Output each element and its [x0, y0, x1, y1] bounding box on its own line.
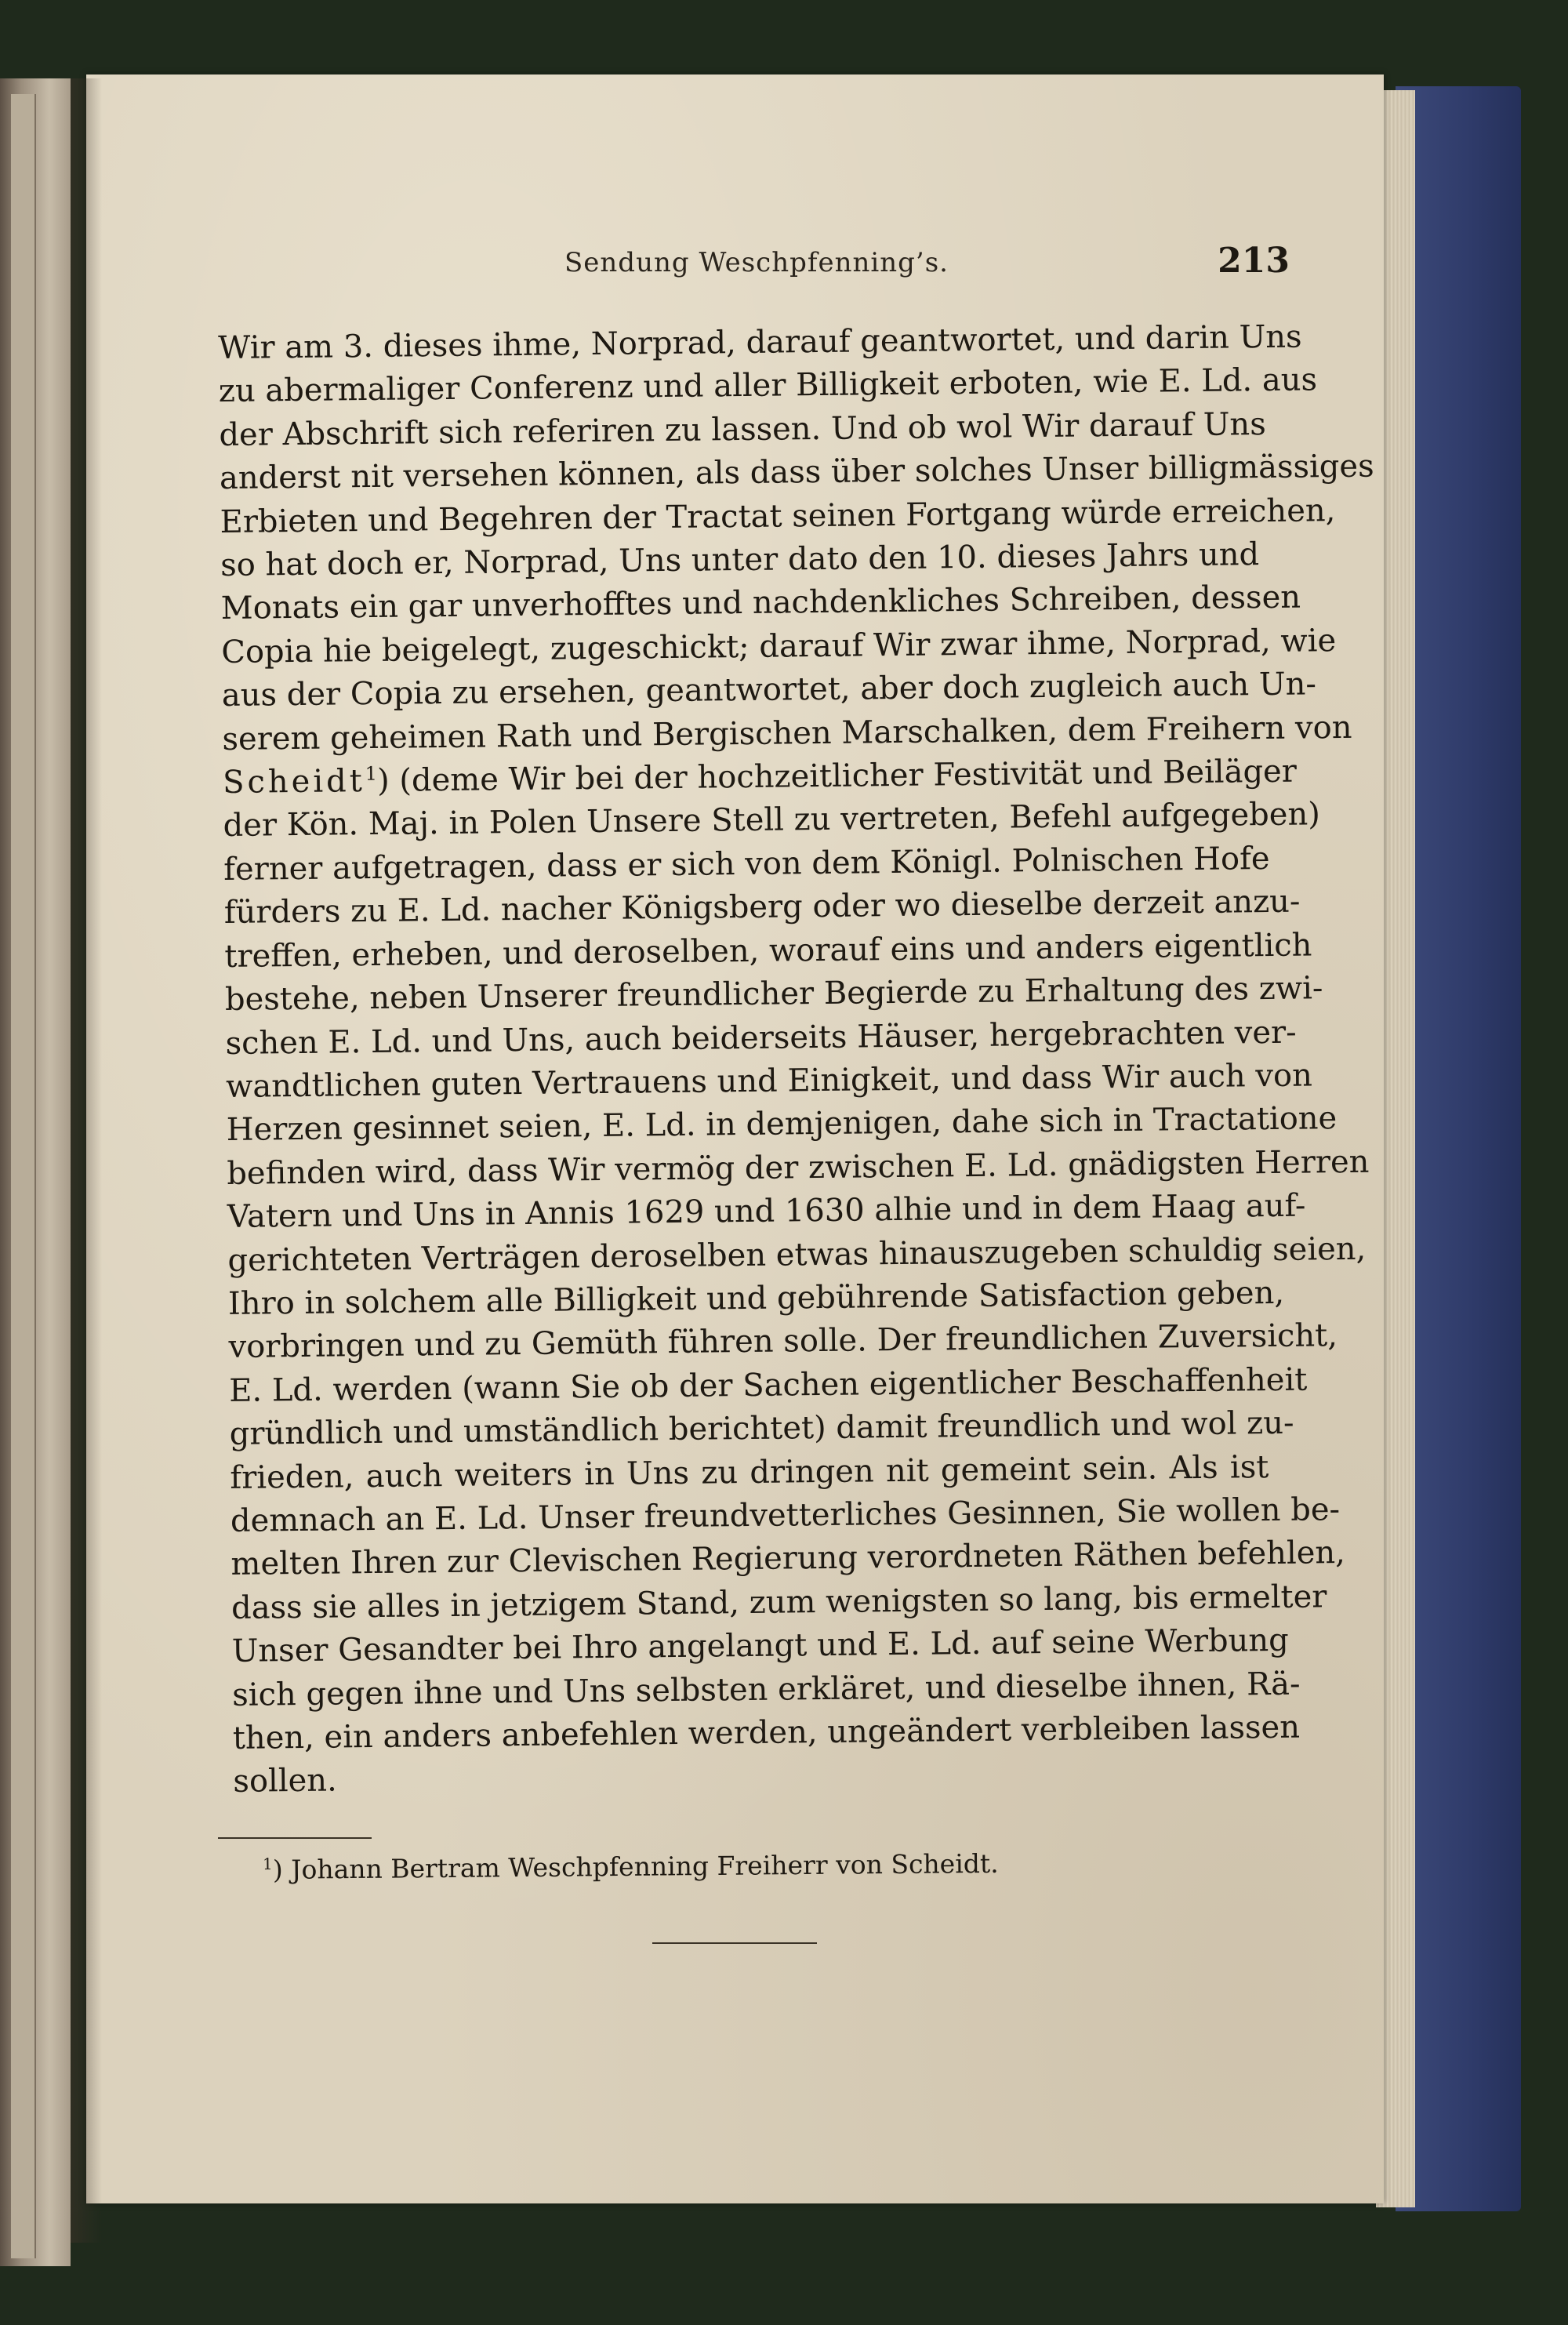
text-line: Ihro in solchem alle Billigkeit und gebührende Satisfaction geben, — [227, 1274, 1285, 1322]
text-line: melten Ihren zur Clevischen Regierung verordneten Räthen befehlen, — [230, 1535, 1346, 1583]
text-line: Wir am 3. dieses ihme, Norprad, darauf geantwortet, und darin Uns — [218, 318, 1302, 366]
text-line: zu abermaliger Conferenz und aller Billigkeit erboten, wie E. Ld. aus — [218, 361, 1318, 410]
text-line-rest: ) (deme Wir bei der hochzeitlicher Festivität und Beiläger — [376, 753, 1298, 799]
text-line: fürders zu E. Ld. nacher Königsberg oder wo dieselbe derzeit anzu- — [223, 883, 1301, 932]
text-line: befinden wird, dass Wir vermög der zwischen E. Ld. gnädigsten Herren — [227, 1143, 1370, 1192]
book-page — [86, 74, 1384, 2203]
text-line: sich gegen ihne und Uns selbsten erkläret, und dieselbe ihnen, Rä- — [232, 1666, 1301, 1713]
text-line: Erbieten und Begehren der Tractat seinen Fortgang würde erreichen, — [220, 492, 1336, 540]
text-line: vorbringen und zu Gemüth führen solle. Der freundlichen Zuversicht, — [228, 1317, 1338, 1366]
text-line: then, ein anders anbefehlen werden, ungeändert verbleiben lassen — [232, 1709, 1301, 1756]
text-line: E. Ld. werden (wann Sie ob der Sachen eigentlicher Beschaffenheit — [228, 1361, 1308, 1409]
text-line: Herzen gesinnet seien, E. Ld. in demjenigen, dahe sich in Tractatione — [226, 1100, 1338, 1149]
text-line: Unser Gesandter bei Ihro angelangt und E. Ld. auf seine Werbung — [231, 1622, 1289, 1670]
text-line: schen E. Ld. und Uns, auch beiderseits Häuser, hergebrachten ver- — [225, 1014, 1297, 1062]
footnote-reference: 1 — [365, 762, 378, 785]
text-line: anderst nit versehen können, als dass über solches Unser billigmässiges — [219, 448, 1374, 497]
end-rule — [652, 1942, 817, 1944]
text-line: Vatern und Uns in Annis 1629 und 1630 alhie und in dem Haag auf- — [227, 1187, 1306, 1236]
text-line: ferner aufgetragen, dass er sich von dem Königl. Polnischen Hofe — [223, 840, 1270, 888]
footnote-text: ) Johann Bertram Weschpfenning Freiherr von Scheidt. — [272, 1847, 999, 1885]
footnote-mark: 1 — [263, 1854, 273, 1873]
running-head: Sendung Weschpfenning’s. — [564, 247, 949, 278]
text-line: so hat doch er, Norprad, Uns unter dato den 10. dieses Jahrs und — [220, 536, 1260, 584]
text-line: wandtlichen guten Vertrauens und Einigkeit, und dass Wir auch von — [225, 1057, 1313, 1105]
text-line: bestehe, neben Unserer freundlicher Begierde zu Erhaltung des zwi- — [224, 970, 1323, 1019]
gutter-shadow — [71, 78, 102, 2243]
text-line: aus der Copia zu ersehen, geantwortet, aber doch zugleich auch Un- — [221, 666, 1317, 714]
page-number: 213 — [1218, 241, 1290, 281]
text-line: Monats ein gar unverhofftes und nachdenkliches Schreiben, dessen — [220, 579, 1301, 627]
text-line: frieden, auch weiters in Uns zu dringen nit gemeint sein. Als ist — [230, 1448, 1269, 1496]
text-line: gründlich und umständlich berichtet) damit freundlich und wol zu- — [229, 1404, 1294, 1453]
text-line: der Abschrift sich referiren zu lassen. Und ob wol Wir darauf Uns — [219, 405, 1266, 453]
footnote-rule — [218, 1837, 372, 1839]
left-page-sliver — [11, 94, 36, 2258]
text-line: treffen, erheben, und deroselben, worauf eins und anders eigentlich — [224, 927, 1312, 975]
footnote — [263, 1847, 1203, 1885]
text-line: serem geheimen Rath und Bergischen Marschalken, dem Freihern von — [222, 709, 1352, 757]
text-line: Copia hie beigelegt, zugeschickt; darauf Wir zwar ihme, Norprad, wie — [221, 622, 1337, 670]
body-text — [218, 316, 1374, 1804]
text-line: demnach an E. Ld. Unser freundvetterliches Gesinnen, Sie wollen be- — [230, 1491, 1341, 1539]
spaced-name: Scheidt — [222, 763, 366, 801]
text-line: gerichteten Verträgen deroselben etwas hinauszugeben schuldig seien, — [227, 1230, 1367, 1279]
text-line: dass sie alles in jetzigem Stand, zum wenigsten so lang, bis ermelter — [230, 1578, 1327, 1626]
text-line: der Kön. Maj. in Polen Unsere Stell zu vertreten, Befehl aufgegeben) — [223, 796, 1321, 845]
text-line: sollen. — [233, 1762, 338, 1800]
